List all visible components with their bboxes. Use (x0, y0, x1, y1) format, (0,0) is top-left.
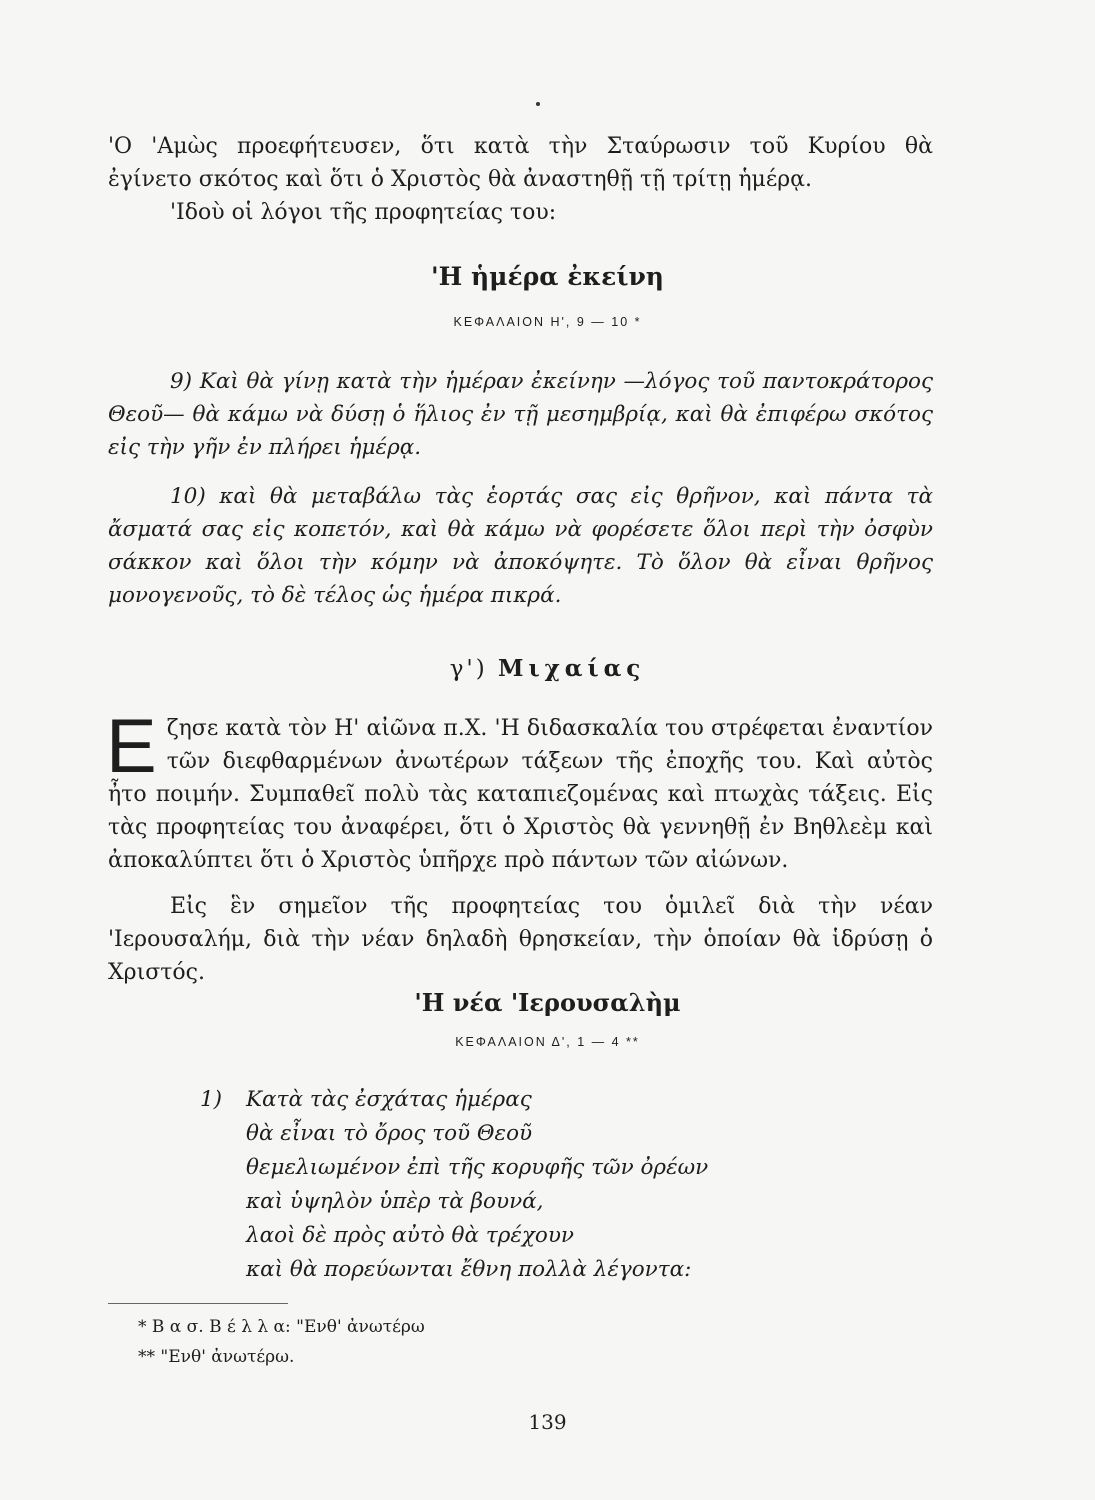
intro-paragraph (108, 130, 933, 229)
chapter-reference-1: ΚΕΦΑΛΑΙΟΝ Η', 9 — 10 * (453, 315, 642, 329)
intro-line-2: ἐγίνετο σκότος καὶ ὅτι ὁ Χριστὸς θὰ ἀναστηθῇ τῇ τρίτῃ ἡμέρᾳ. (108, 167, 813, 192)
poem-lines (246, 1083, 708, 1287)
intro-line-1: 'Ο 'Αμὼς προεφήτευσεν, ὅτι κατὰ τὴν Σταύρωσιν τοῦ Κυρίου θὰ (108, 134, 933, 159)
poem-line: καὶ θὰ πορεύωνται ἔθνη πολλὰ λέγοντα: (246, 1257, 692, 1282)
poem-line: καὶ ὑψηλὸν ὑπὲρ τὰ βουνά, (246, 1189, 544, 1214)
ink-dot (536, 102, 540, 106)
poem-line: Κατὰ τὰς ἐσχάτας ἡμέρας (246, 1087, 532, 1112)
footnote-1: * Β α σ. Β έ λ λ α: "Ενθ' ἀνωτέρω (138, 1317, 425, 1337)
micah-text: ζησε κατὰ τὸν Η' αἰῶνα π.Χ. 'Η διδασκαλία του στρέφεται ἐναντίον τῶν διεφθαρμένων ἀνωτέρων τάξεων τῆς ἐποχῆς του. Καὶ αὐτὸς ἦτο ποιμήν. Συμπαθεῖ πολὺ τὰς καταπιεζομένας καὶ πτωχὰς τάξεις. Εἰς τὰς προφητείας του ἀναφέρει, ὅτι ὁ Χριστὸς θὰ γεννηθῇ ἐν Βηθλεὲμ καὶ ἀποκαλύπτει ὅτι ὁ Χριστὸς ὑπῆρχε πρὸ πάντων τῶν αἰώνων. (108, 716, 933, 873)
verse-10 (108, 480, 933, 612)
footnote-rule (108, 1303, 288, 1304)
poem-line: θεμελιωμένον ἐπὶ τῆς κορυφῆς τῶν ὀρέων (246, 1155, 709, 1180)
chapter-reference-2: ΚΕΦΑΛΑΙΟΝ Δ', 1 — 4 ** (455, 1035, 640, 1049)
verse-9 (108, 365, 933, 464)
section-title-new-jerusalem: 'Η νέα 'Ιερουσαλὴμ (414, 988, 681, 1017)
verse-9-text: 9) Καὶ θὰ γίνῃ κατὰ τὴν ἡμέραν ἐκείνην —λόγος τοῦ παντοκράτορος Θεοῦ— θὰ κάμω νὰ δύσῃ ὁ ἥλιος ἐν τῇ μεσημβρίᾳ, καὶ θὰ ἐπιφέρω σκότος εἰς τὴν γῆν ἐν πλήρει ἡμέρᾳ. (108, 369, 933, 460)
jerusalem-paragraph (108, 890, 933, 989)
footnotes (138, 1312, 425, 1372)
section-title-that-day: 'Η ἡμέρα ἐκείνη (431, 262, 664, 291)
micah-paragraph (106, 704, 933, 877)
drop-cap: Ε (106, 704, 157, 789)
page-number: 139 (528, 1410, 567, 1434)
micah-heading-name: Μιχαίας (498, 655, 646, 682)
micah-heading-prefix: γ') (449, 656, 488, 682)
poem-line: λαοὶ δὲ πρὸς αὐτὸ θὰ τρέχουν (246, 1223, 575, 1248)
footnote-2: ** "Ενθ' ἀνωτέρω. (138, 1347, 295, 1367)
verse-10-text: 10) καὶ θὰ μεταβάλω τὰς ἑορτάς σας εἰς θρῆνον, καὶ πάντα τὰ ἄσματά σας εἰς κοπετόν, καὶ θὰ κάμω νὰ φορέσετε ὅλοι περὶ τὴν ὀσφὺν σάκκον καὶ ὅλοι τὴν κόμην νὰ ἀποκόψητε. Τὸ ὅλον θὰ εἶναι θρῆνος μονογενοῦς, τὸ δὲ τέλος ὡς ἡμέρα πικρά. (108, 484, 933, 608)
poem-verse-1 (200, 1083, 708, 1287)
intro-line-3: 'Ιδοὺ οἱ λόγοι τῆς προφητείας του: (170, 200, 557, 225)
jerusalem-text: Εἰς ἓν σημεῖον τῆς προφητείας του ὁμιλεῖ διὰ τὴν νέαν 'Ιερουσαλήμ, διὰ τὴν νέαν δηλαδὴ θρησκείαν, τὴν ὁποίαν θὰ ἱδρύσῃ ὁ Χριστός. (108, 894, 933, 985)
poem-verse-number: 1) (200, 1087, 223, 1112)
poem-line: θὰ εἶναι τὸ ὄρος τοῦ Θεοῦ (246, 1121, 533, 1146)
micah-heading (0, 655, 1095, 682)
